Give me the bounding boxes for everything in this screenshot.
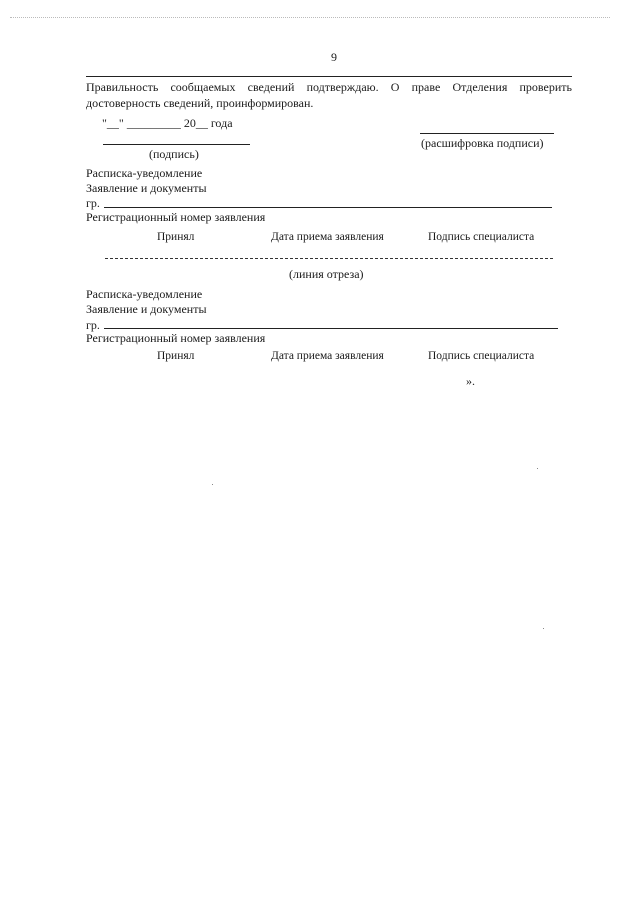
scan-speck bbox=[212, 484, 213, 485]
scan-speck bbox=[537, 468, 538, 469]
receipt-bottom-col-signature: Подпись специалиста bbox=[428, 350, 535, 362]
day-blank: __ bbox=[106, 116, 119, 130]
receipt-top-reg-number-label: Регистрационный номер заявления bbox=[86, 210, 266, 224]
receipt-top-col-date: Дата приема заявления bbox=[271, 231, 384, 243]
receipt-bottom-reg-number-label: Регистрационный номер заявления bbox=[86, 331, 266, 345]
page-number: 9 bbox=[331, 50, 337, 64]
signature-transcript-line bbox=[420, 133, 554, 134]
year-suffix: года bbox=[210, 116, 233, 130]
scan-speck bbox=[543, 628, 544, 629]
receipt-top-col-signature: Подпись специалиста bbox=[428, 231, 535, 243]
cut-line bbox=[105, 258, 553, 259]
confirmation-line-1: Правильность сообщаемых сведений подтверждаю. О праве Отделения проверить bbox=[86, 80, 572, 94]
confirmation-line-2: достоверность сведений, проинформирован. bbox=[86, 96, 314, 110]
receipt-top-citizen-line bbox=[104, 207, 552, 208]
date-line bbox=[102, 116, 233, 131]
quote-close: " bbox=[118, 116, 124, 130]
receipt-top-title: Расписка-уведомление bbox=[86, 166, 203, 180]
receipt-top-citizen-prefix: гр. bbox=[86, 196, 100, 210]
scan-artifact-top bbox=[10, 17, 610, 18]
receipt-bottom-col-accepted: Принял bbox=[157, 350, 195, 362]
year-blank: __ bbox=[195, 116, 208, 130]
signature-label: (подпись) bbox=[149, 147, 199, 161]
receipt-bottom-citizen-prefix: гр. bbox=[86, 318, 100, 332]
signature-transcript-label: (расшифровка подписи) bbox=[421, 136, 544, 150]
receipt-bottom-col-date: Дата приема заявления bbox=[271, 350, 384, 362]
receipt-top-col-accepted: Принял bbox=[157, 231, 195, 243]
top-rule bbox=[86, 76, 572, 77]
quote-open: " bbox=[102, 116, 107, 130]
receipt-top-subtitle: Заявление и документы bbox=[86, 181, 207, 195]
closing-mark: ». bbox=[466, 374, 475, 388]
receipt-bottom-title: Расписка-уведомление bbox=[86, 287, 203, 301]
month-blank: _________ bbox=[126, 116, 181, 130]
receipt-bottom-citizen-line bbox=[104, 328, 558, 329]
cut-line-label: (линия отреза) bbox=[289, 267, 364, 281]
year-prefix: 20 bbox=[183, 116, 196, 130]
receipt-bottom-subtitle: Заявление и документы bbox=[86, 302, 207, 316]
signature-line bbox=[103, 144, 250, 145]
